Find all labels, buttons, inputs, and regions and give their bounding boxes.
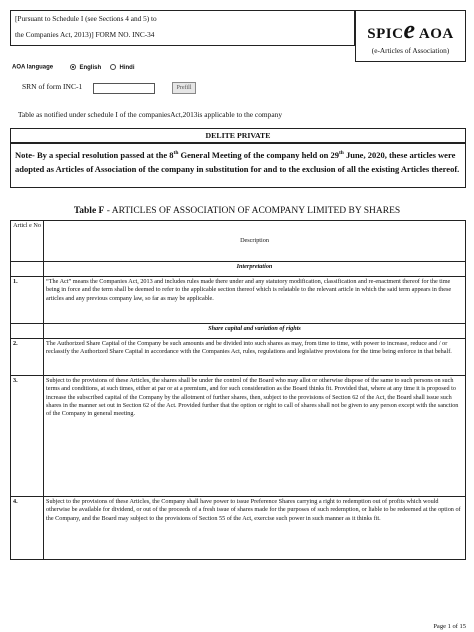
special-resolution-note: Note- By a special resolution passed at the 8th General Meeting of the company held on 29th June, 2020, these articles were adopted as Articles of Association of the company in substitution for and to the exclusion of all the existing Articles thereof. [10,143,466,188]
srn-input[interactable] [93,83,155,94]
spice-aoa-subtitle: (e-Articles of Association) [371,46,450,55]
srn-label: SRN of form INC-1 [22,82,83,91]
table-row [11,339,466,376]
section-row [11,262,466,277]
article-number: 4. [11,497,44,560]
articles-table [10,220,466,560]
prefill-button[interactable]: Prefill [172,82,196,94]
article-text: Subject to the provisions of these Articles, the Company shall have power to issue Preference Shares carrying a right to redemption out of profits which would otherwise be available for dividend, or out of the proceeds of a fresh issue of shares made for the purposes of such redemption, or liable to be redeemed at the option of the Company, and the Board may subject to the provisions of Section 55 of the Act, exercise such power in such manner as it thinks fit. [44,497,466,560]
aoa-language-group [12,64,134,71]
table-applicability-statement: Table as notified under schedule I of the companiesAct,2013is applicable to the company [18,110,283,119]
article-number: 2. [11,339,44,376]
table-row [11,497,466,560]
article-text: The Authorized Share Capital of the Company be such amounts and be divided into such shares as may, from time to time, with power to increase, reduce and / or reclassify the Authorized Share Capital in accordance with the Companies Act, rules, regulations and legislative provisions for the time being enforce in that behalf. [44,339,466,376]
radio-hindi[interactable]: Hindi [110,65,134,71]
article-text: Subject to the provisions of these Articles, the shares shall be under the control of the Board who may allot or otherwise dispose of the same to such persons on such terms and conditions, at such times, either at par or at a premium, and for such consideration as the Board thinks fit. Provided that, where at any time it is proposed to increase the subscribed capital of the Company by the allotment of further shares, then, subject to the provisions of Section 62 of the Act, the Board shall issue such shares in the manner set out in Section 62 of the Act. Provided further that the option or right to call of shares shall not be given to any person except with the sanction of the Company in general meeting. [44,376,466,497]
radio-unselected-icon [110,64,116,70]
description-header: Description [44,221,466,262]
table-title: Table F - ARTICLES OF ASSOCIATION OF ACOMPANY LIMITED BY SHARES [73,206,401,216]
article-text: “The Act” means the Companies Act, 2013 and includes rules made there under and any statutory modification, classification and re-enactment thereof for the time being in force and the term shall be deemed to refer to the applicable section thereof which is relatable to the relevant article in which the said term appears in these articles and any previous company law, so far as may be applicable. [44,277,466,324]
radio-english[interactable]: English [70,65,101,71]
spice-aoa-logo: SPICe AOA [367,15,454,44]
article-number: 3. [11,376,44,497]
table-row [11,376,466,497]
article-no-header: Articl e No [11,221,44,262]
page-number: Page 1 of 15 [433,623,466,630]
article-number: 1. [11,277,44,324]
form-reference-line2: the Companies Act, 2013)] FORM NO. INC-34 [15,30,155,39]
spice-aoa-brand-box [355,10,466,62]
form-reference-box [10,10,355,46]
section-share-capital: Share capital and variation of rights [44,324,466,339]
company-type-heading: DELITE PRIVATE [10,128,466,143]
radio-selected-icon [70,64,76,70]
section-row [11,324,466,339]
table-header-row [11,221,466,262]
table-row [11,277,466,324]
form-reference-line1: [Pursuant to Schedule I (see Sections 4 and 5) to [15,14,157,23]
section-interpretation: Interpretation [44,262,466,277]
aoa-language-label: AOA language [12,64,54,71]
